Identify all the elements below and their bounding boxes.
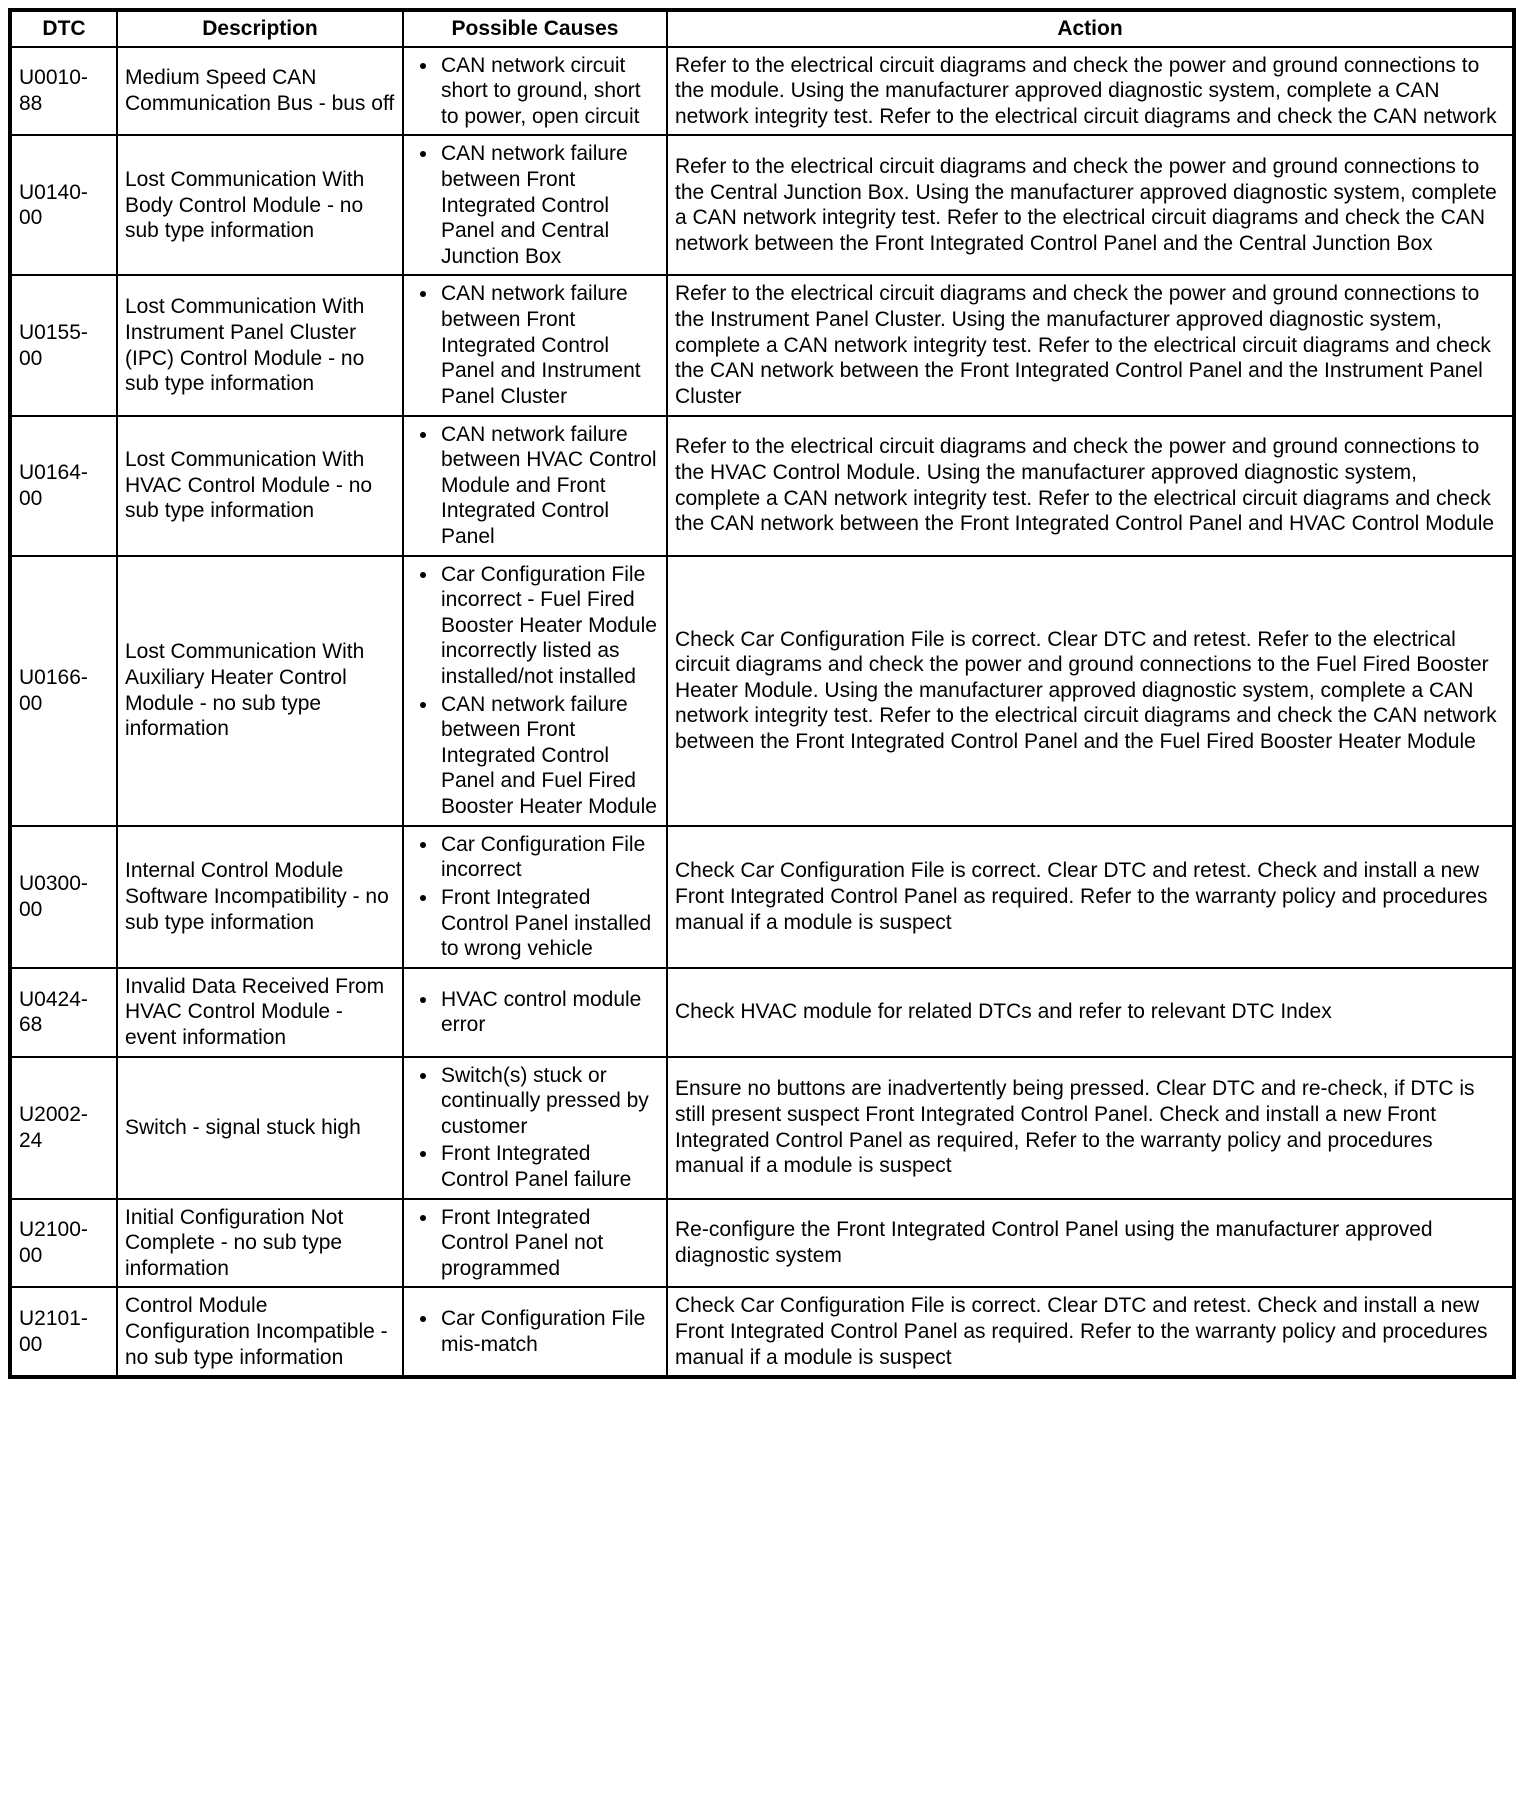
- causes-list: [411, 1306, 659, 1357]
- dtc-cell: U0155-00: [10, 275, 117, 415]
- dtc-cell: U2100-00: [10, 1199, 117, 1288]
- action-cell: Refer to the electrical circuit diagrams and check the power and ground connections to the Instrument Panel Cluster. Using the manufacturer approved diagnostic system, complete a CAN network integrity test. Refer to the electrical circuit diagrams and check the CAN network between the Front Integrated Control Panel and the Instrument Panel Cluster: [667, 275, 1514, 415]
- causes-list: [411, 1205, 659, 1282]
- table-row: [10, 1057, 1514, 1199]
- cause-item: • Car Configuration File incorrect - Fuel Fired Booster Heater Module incorrectly listed as installed/not installed: [439, 562, 659, 690]
- causes-cell: [403, 275, 667, 415]
- column-header: Action: [667, 10, 1514, 47]
- description-cell: Lost Communication With HVAC Control Module - no sub type information: [117, 416, 403, 556]
- description-cell: Internal Control Module Software Incompatibility - no sub type information: [117, 826, 403, 968]
- causes-cell: [403, 1057, 667, 1199]
- cause-item: • CAN network circuit short to ground, short to power, open circuit: [439, 53, 659, 130]
- cause-item: • Car Configuration File mis-match: [439, 1306, 659, 1357]
- action-cell: Check Car Configuration File is correct. Clear DTC and retest. Refer to the electrical circuit diagrams and check the power and ground connections to the Fuel Fired Booster Heater Module. Using the manufacturer approved diagnostic system, complete a CAN network integrity test. Refer to the electrical circuit diagrams and check the CAN network between the Front Integrated Control Panel and the Fuel Fired Booster Heater Module: [667, 556, 1514, 826]
- causes-cell: [403, 556, 667, 826]
- description-cell: Invalid Data Received From HVAC Control Module - event information: [117, 968, 403, 1057]
- dtc-cell: U0300-00: [10, 826, 117, 968]
- cause-item: • CAN network failure between HVAC Control Module and Front Integrated Control Panel: [439, 422, 659, 550]
- description-cell: Initial Configuration Not Complete - no sub type information: [117, 1199, 403, 1288]
- dtc-table: [8, 8, 1516, 1379]
- description-cell: Lost Communication With Body Control Module - no sub type information: [117, 135, 403, 275]
- dtc-cell: U2101-00: [10, 1287, 117, 1377]
- cause-item: • Front Integrated Control Panel installed to wrong vehicle: [439, 885, 659, 962]
- action-cell: Ensure no buttons are inadvertently being pressed. Clear DTC and re-check, if DTC is still present suspect Front Integrated Control Panel. Check and install a new Front Integrated Control Panel as required, Refer to the warranty policy and procedures manual if a module is suspect: [667, 1057, 1514, 1199]
- cause-item: • Front Integrated Control Panel failure: [439, 1141, 659, 1192]
- table-row: [10, 416, 1514, 556]
- cause-item: • CAN network failure between Front Integrated Control Panel and Instrument Panel Cluster: [439, 281, 659, 409]
- description-cell: Medium Speed CAN Communication Bus - bus off: [117, 47, 403, 136]
- table-row: [10, 1199, 1514, 1288]
- action-cell: Refer to the electrical circuit diagrams and check the power and ground connections to the module. Using the manufacturer approved diagnostic system, complete a CAN network integrity test. Refer to the electrical circuit diagrams and check the CAN network: [667, 47, 1514, 136]
- causes-cell: [403, 47, 667, 136]
- table-row: [10, 275, 1514, 415]
- causes-list: [411, 987, 659, 1038]
- action-cell: Check Car Configuration File is correct. Clear DTC and retest. Check and install a new Front Integrated Control Panel as required. Refer to the warranty policy and procedures manual if a module is suspect: [667, 826, 1514, 968]
- table-row: [10, 1287, 1514, 1377]
- dtc-cell: U0166-00: [10, 556, 117, 826]
- action-cell: Refer to the electrical circuit diagrams and check the power and ground connections to the HVAC Control Module. Using the manufacturer approved diagnostic system, complete a CAN network integrity test. Refer to the electrical circuit diagrams and check the CAN network between the Front Integrated Control Panel and HVAC Control Module: [667, 416, 1514, 556]
- table-body: [10, 47, 1514, 1378]
- description-cell: Switch - signal stuck high: [117, 1057, 403, 1199]
- description-cell: Lost Communication With Instrument Panel Cluster (IPC) Control Module - no sub type information: [117, 275, 403, 415]
- dtc-cell: U0010-88: [10, 47, 117, 136]
- column-header: Possible Causes: [403, 10, 667, 47]
- causes-list: [411, 832, 659, 962]
- dtc-cell: U0140-00: [10, 135, 117, 275]
- cause-item: • Car Configuration File incorrect: [439, 832, 659, 883]
- header-row: [10, 10, 1514, 47]
- table-row: [10, 47, 1514, 136]
- table-row: [10, 556, 1514, 826]
- description-cell: Lost Communication With Auxiliary Heater Control Module - no sub type information: [117, 556, 403, 826]
- action-cell: Check Car Configuration File is correct. Clear DTC and retest. Check and install a new Front Integrated Control Panel as required. Refer to the warranty policy and procedures manual if a module is suspect: [667, 1287, 1514, 1377]
- table-row: [10, 968, 1514, 1057]
- causes-cell: [403, 968, 667, 1057]
- cause-item: • CAN network failure between Front Integrated Control Panel and Fuel Fired Booster Heater Module: [439, 692, 659, 820]
- causes-list: [411, 1063, 659, 1193]
- cause-item: • CAN network failure between Front Integrated Control Panel and Central Junction Box: [439, 141, 659, 269]
- causes-list: [411, 422, 659, 550]
- causes-cell: [403, 1287, 667, 1377]
- action-cell: Refer to the electrical circuit diagrams and check the power and ground connections to the Central Junction Box. Using the manufacturer approved diagnostic system, complete a CAN network integrity test. Refer to the electrical circuit diagrams and check the CAN network between the Front Integrated Control Panel and the Central Junction Box: [667, 135, 1514, 275]
- cause-item: • Switch(s) stuck or continually pressed by customer: [439, 1063, 659, 1140]
- causes-cell: [403, 1199, 667, 1288]
- cause-item: • Front Integrated Control Panel not programmed: [439, 1205, 659, 1282]
- causes-cell: [403, 826, 667, 968]
- dtc-cell: U2002-24: [10, 1057, 117, 1199]
- causes-cell: [403, 135, 667, 275]
- dtc-cell: U0424-68: [10, 968, 117, 1057]
- cause-item: • HVAC control module error: [439, 987, 659, 1038]
- causes-list: [411, 562, 659, 820]
- action-cell: Check HVAC module for related DTCs and refer to relevant DTC Index: [667, 968, 1514, 1057]
- column-header: DTC: [10, 10, 117, 47]
- table-row: [10, 135, 1514, 275]
- description-cell: Control Module Configuration Incompatible - no sub type information: [117, 1287, 403, 1377]
- dtc-cell: U0164-00: [10, 416, 117, 556]
- causes-list: [411, 53, 659, 130]
- causes-list: [411, 141, 659, 269]
- table-row: [10, 826, 1514, 968]
- column-header: Description: [117, 10, 403, 47]
- action-cell: Re-configure the Front Integrated Control Panel using the manufacturer approved diagnostic system: [667, 1199, 1514, 1288]
- causes-cell: [403, 416, 667, 556]
- causes-list: [411, 281, 659, 409]
